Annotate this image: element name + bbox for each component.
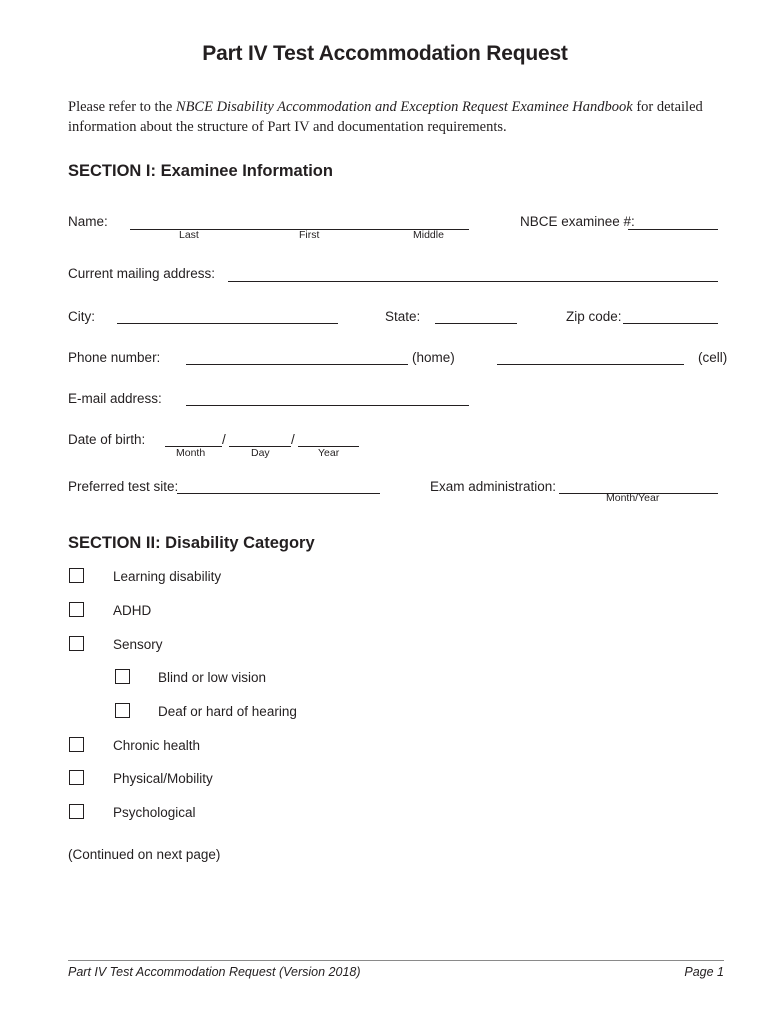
test-site-label: Preferred test site: bbox=[68, 479, 179, 494]
sensory-label: Sensory bbox=[113, 637, 163, 652]
address-label: Current mailing address: bbox=[68, 266, 216, 281]
footer-document-title: Part IV Test Accommodation Request (Version 2018) bbox=[68, 965, 361, 979]
name-sub-first: First bbox=[299, 229, 320, 241]
phone-cell-label: (cell) bbox=[698, 350, 728, 365]
exam-sub-month-year: Month/Year bbox=[606, 492, 660, 504]
continued-note: (Continued on next page) bbox=[68, 847, 221, 862]
intro-text-start: Please refer to the bbox=[68, 99, 176, 115]
name-sub-middle: Middle bbox=[413, 229, 444, 241]
dob-sub-month: Month bbox=[176, 447, 206, 459]
adhd-checkbox[interactable] bbox=[69, 602, 84, 617]
blind-low-vision-label: Blind or low vision bbox=[158, 670, 267, 685]
phone-home-field[interactable] bbox=[186, 364, 408, 365]
nbce-examinee-field[interactable] bbox=[628, 229, 718, 230]
handbook-title: NBCE Disability Accommodation and Exception Request Examinee Handbook bbox=[175, 99, 633, 115]
city-label: City: bbox=[68, 309, 95, 324]
phone-label: Phone number: bbox=[68, 350, 161, 365]
chronic-health-checkbox[interactable] bbox=[69, 737, 84, 752]
deaf-hard-of-hearing-label: Deaf or hard of hearing bbox=[158, 704, 297, 719]
sensory-checkbox[interactable] bbox=[69, 636, 84, 651]
intro-paragraph bbox=[68, 97, 738, 137]
footer-divider bbox=[68, 960, 724, 961]
section-1-heading: SECTION I: Examinee Information bbox=[68, 162, 333, 180]
adhd-label: ADHD bbox=[113, 603, 152, 618]
learning-disability-label: Learning disability bbox=[113, 569, 222, 584]
state-field[interactable] bbox=[435, 323, 517, 324]
dob-sub-day: Day bbox=[251, 447, 270, 459]
phone-home-label: (home) bbox=[412, 350, 455, 365]
dob-separator-1: / bbox=[222, 432, 226, 447]
state-label: State: bbox=[385, 309, 421, 324]
blind-low-vision-checkbox[interactable] bbox=[115, 669, 130, 684]
psychological-checkbox[interactable] bbox=[69, 804, 84, 819]
chronic-health-label: Chronic health bbox=[113, 738, 201, 753]
zip-field[interactable] bbox=[623, 323, 718, 324]
nbce-examinee-label: NBCE examinee #: bbox=[520, 214, 635, 229]
exam-administration-label: Exam administration: bbox=[430, 479, 557, 494]
learning-disability-checkbox[interactable] bbox=[69, 568, 84, 583]
dob-label: Date of birth: bbox=[68, 432, 146, 447]
name-label: Name: bbox=[68, 214, 108, 229]
test-site-field[interactable] bbox=[177, 493, 380, 494]
address-field[interactable] bbox=[228, 281, 718, 282]
city-field[interactable] bbox=[117, 323, 338, 324]
name-sub-last: Last bbox=[179, 229, 199, 241]
psychological-label: Psychological bbox=[113, 805, 196, 820]
email-label: E-mail address: bbox=[68, 391, 162, 406]
section-2-heading: SECTION II: Disability Category bbox=[68, 534, 315, 552]
footer-page-number: Page 1 bbox=[684, 965, 724, 979]
dob-separator-2: / bbox=[291, 432, 295, 447]
deaf-hard-of-hearing-checkbox[interactable] bbox=[115, 703, 130, 718]
intro-text-end: for detailed information about the structure of Part IV and documentation requirements. bbox=[68, 99, 703, 135]
physical-mobility-label: Physical/Mobility bbox=[113, 771, 213, 786]
page-title: Part IV Test Accommodation Request bbox=[202, 42, 568, 65]
email-field[interactable] bbox=[186, 405, 469, 406]
physical-mobility-checkbox[interactable] bbox=[69, 770, 84, 785]
dob-sub-year: Year bbox=[318, 447, 340, 459]
zip-label: Zip code: bbox=[566, 309, 622, 324]
phone-cell-field[interactable] bbox=[497, 364, 684, 365]
